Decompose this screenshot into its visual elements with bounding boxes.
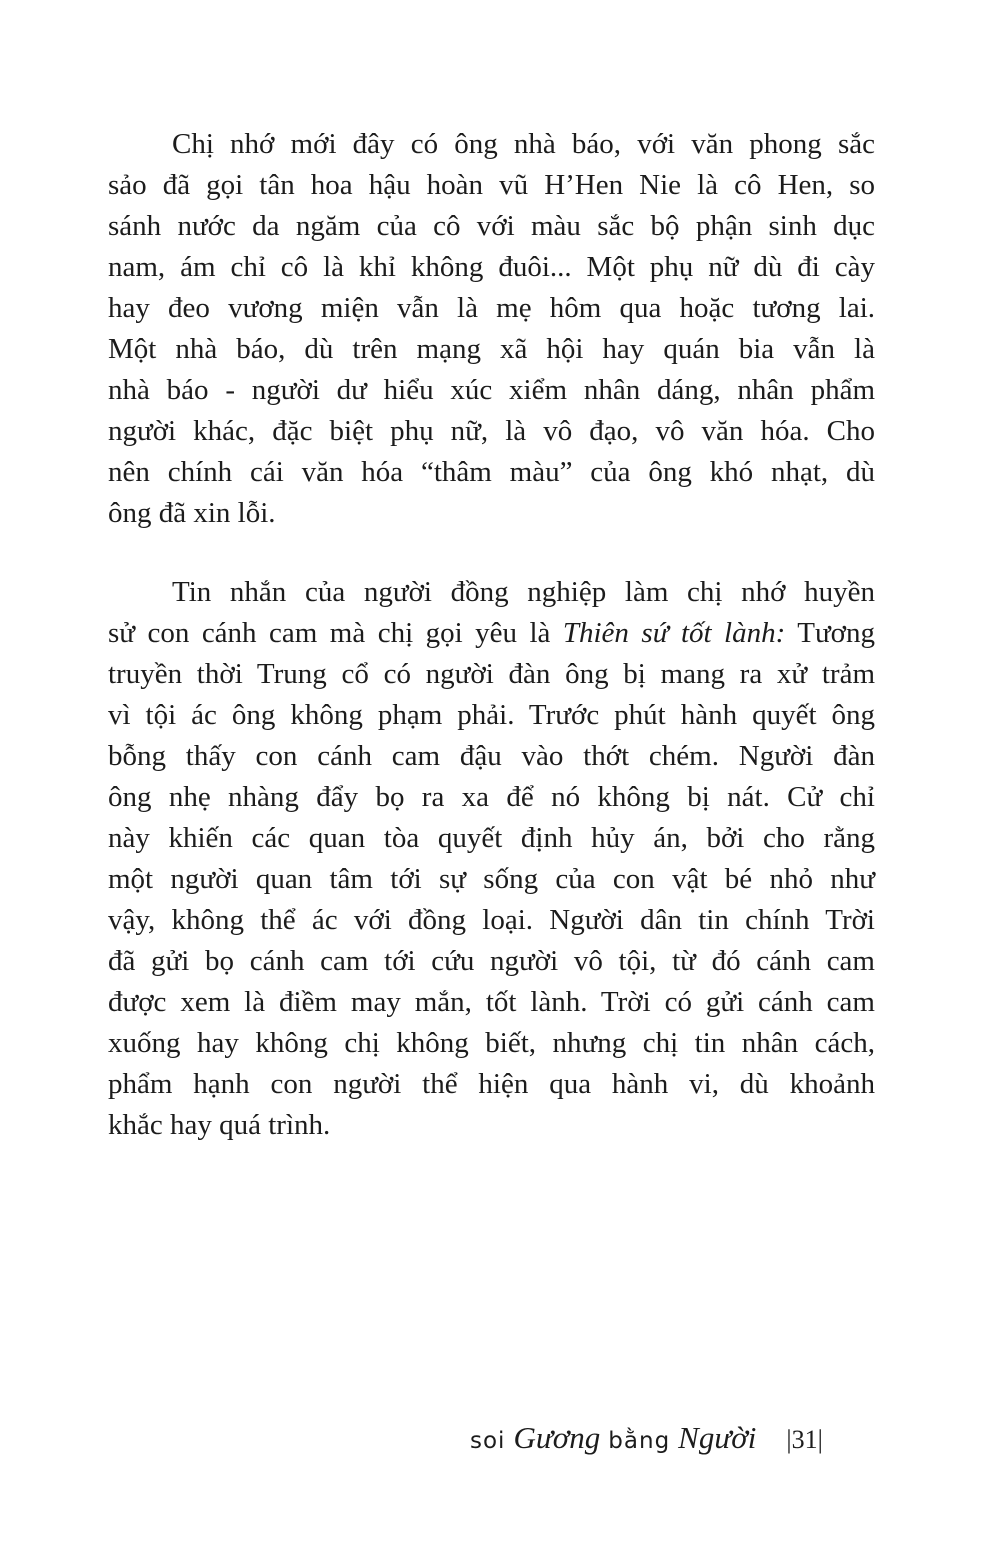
text-line: sánh nước da ngăm của cô với màu sắc bộ phận sinh dục (108, 210, 875, 242)
text-line: hay đeo vương miện vẫn là mẹ hôm qua hoặc tương lai. (108, 292, 875, 324)
footer-book-title-script: Gương (513, 1420, 601, 1455)
text-line (108, 613, 875, 654)
text-line: nam, ám chỉ cô là khỉ không đuôi... Một phụ nữ dù đi cày (108, 251, 875, 283)
text-line: truyền thời Trung cổ có người đàn ông bị mang ra xử trảm (108, 658, 875, 690)
paragraph-2 (108, 572, 875, 1146)
text-line: được xem là điềm may mắn, tốt lành. Trời có gửi cánh cam (108, 986, 875, 1018)
footer-book-title-script: Người (678, 1420, 757, 1455)
text-segment: sử con cánh cam mà chị gọi yêu là (108, 617, 563, 649)
text-line: Một nhà báo, dù trên mạng xã hội hay quán bia vẫn là (108, 333, 875, 365)
text-line: bỗng thấy con cánh cam đậu vào thớt chém. Người đàn (108, 740, 875, 772)
text-line: nhà báo - người dư hiểu xúc xiểm nhân dáng, nhân phẩm (108, 374, 875, 406)
text-line: vậy, không thể ác với đồng loại. Người dân tin chính Trời (108, 904, 875, 936)
text-line: người khác, đặc biệt phụ nữ, là vô đạo, vô văn hóa. Cho (108, 415, 875, 447)
text-line: này khiến các quan tòa quyết định hủy án, bởi cho rằng (108, 822, 875, 854)
text-line: xuống hay không chị không biết, nhưng chị tin nhân cách, (108, 1027, 875, 1059)
page-number: |31| (786, 1425, 823, 1454)
footer-book-title-word: soi (470, 1428, 506, 1454)
text-line: đã gửi bọ cánh cam tới cứu người vô tội, từ đó cánh cam (108, 945, 875, 977)
text-line: khắc hay quá trình. (108, 1109, 331, 1141)
text-line: Chị nhớ mới đây có ông nhà báo, với văn phong sắc (172, 128, 875, 160)
italic-title: Thiên sứ tốt lành: (562, 617, 786, 649)
paragraph-1 (108, 124, 875, 534)
footer-book-title-word: bằng (608, 1428, 671, 1454)
text-line: vì tội ác ông không phạm phải. Trước phút hành quyết ông (108, 699, 875, 731)
text-line: Tin nhắn của người đồng nghiệp làm chị nhớ huyền (172, 576, 875, 608)
text-segment: Tương (785, 617, 875, 649)
text-line: ông nhẹ nhàng đẩy bọ ra xa để nó không bị nát. Cử chỉ (108, 781, 875, 813)
text-line: một người quan tâm tới sự sống của con vật bé nhỏ như (108, 863, 875, 895)
text-line: ông đã xin lỗi. (108, 497, 276, 529)
running-footer (470, 1420, 880, 1470)
text-line: nên chính cái văn hóa “thâm màu” của ông khó nhạt, dù (108, 456, 875, 488)
text-line: sảo đã gọi tân hoa hậu hoàn vũ H’Hen Nie là cô Hen, so (108, 169, 875, 201)
text-line: phẩm hạnh con người thể hiện qua hành vi, dù khoảnh (108, 1068, 875, 1100)
